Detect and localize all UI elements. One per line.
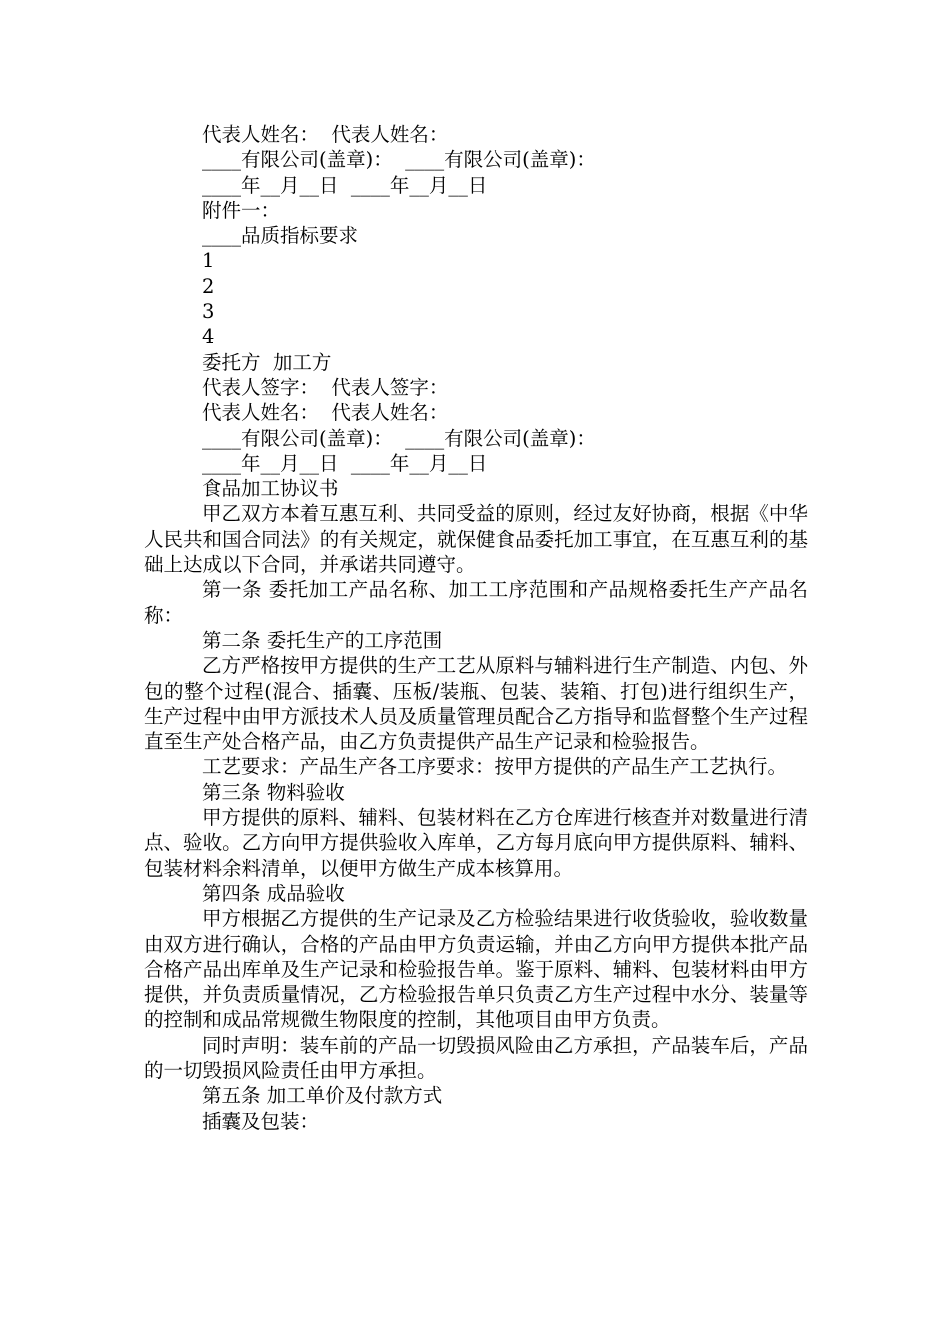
rep-name-line: 代表人姓名： 代表人姓名： xyxy=(202,401,449,425)
article-4-body: 甲方根据乙方提供的生产记录及乙方检验结果进行收货验收，验收数量由双方进行确认，合格的产品由甲方负责运输，并由乙方向甲方提供本批产品合格产品出库单及生产记录和检验报告单。鉴于原料、辅料、包装材料由甲方提供，并负责质量情况，乙方检验报告单只负责乙方生产过程中水分、装量等的控制和成品常规微生物限度的控制，其他项目由甲方负责。 xyxy=(144,907,808,1032)
date-line: ____年__月__日 ____年__月__日 xyxy=(202,451,488,475)
article-5-heading: 第五条 加工单价及付款方式 xyxy=(202,1084,443,1108)
company-seal-line: ____有限公司(盖章)： ____有限公司(盖章)： xyxy=(202,148,596,172)
attachment-item: 2 xyxy=(202,274,215,298)
document-body xyxy=(144,122,808,1134)
article-4-heading: 第四条 成品验收 xyxy=(202,881,345,905)
rep-sign-line: 代表人签字： 代表人签字： xyxy=(202,375,449,399)
company-seal-line: ____有限公司(盖章)： ____有限公司(盖章)： xyxy=(202,426,596,450)
attachment-item: 1 xyxy=(202,249,215,273)
agreement-intro: 甲乙双方本着互惠互利、共同受益的原则，经过友好协商，根据《中华人民共和国合同法》的有关规定，就保健食品委托加工事宜，在互惠互利的基础上达成以下合同，并承诺共同遵守。 xyxy=(144,502,808,577)
article-5-item: 插囊及包装： xyxy=(202,1109,320,1133)
attachment-title: 附件一： xyxy=(202,198,281,222)
article-3-heading: 第三条 物料验收 xyxy=(202,780,345,804)
article-2-body: 乙方严格按甲方提供的生产工艺从原料与辅料进行生产制造、内包、外包的整个过程(混合、插囊、压板/装瓶、包装、装箱、打包)进行组织生产，生产过程中由甲方派技术人员及质量管理员配合乙方指导和监督整个生产过程直至生产处合格产品，由乙方负责提供产品生产记录和检验报告。 xyxy=(144,654,808,754)
article-2-process: 工艺要求：产品生产各工序要求：按甲方提供的产品生产工艺执行。 xyxy=(202,755,788,779)
article-1: 第一条 委托加工产品名称、加工工序范围和产品规格委托生产产品名称： xyxy=(144,578,808,627)
article-3-body: 甲方提供的原料、辅料、包装材料在乙方仓库进行核查并对数量进行清点、验收。乙方向甲方提供验收入库单，乙方每月底向甲方提供原料、辅料、包装材料余料清单，以便甲方做生产成本核算用。 xyxy=(144,806,808,880)
date-line: ____年__月__日 ____年__月__日 xyxy=(202,173,488,197)
article-4-statement: 同时声明：装车前的产品一切毁损风险由乙方承担，产品装车后，产品的一切毁损风险责任由甲方承担。 xyxy=(144,1033,808,1082)
attachment-item: 3 xyxy=(202,300,215,324)
parties-line: 委托方 加工方 xyxy=(202,350,332,374)
article-2-heading: 第二条 委托生产的工序范围 xyxy=(202,628,443,652)
agreement-title: 食品加工协议书 xyxy=(202,477,339,501)
attachment-item: 4 xyxy=(202,325,215,349)
attachment-subtitle: ____品质指标要求 xyxy=(202,224,359,248)
rep-name-line: 代表人姓名： 代表人姓名： xyxy=(202,123,449,146)
